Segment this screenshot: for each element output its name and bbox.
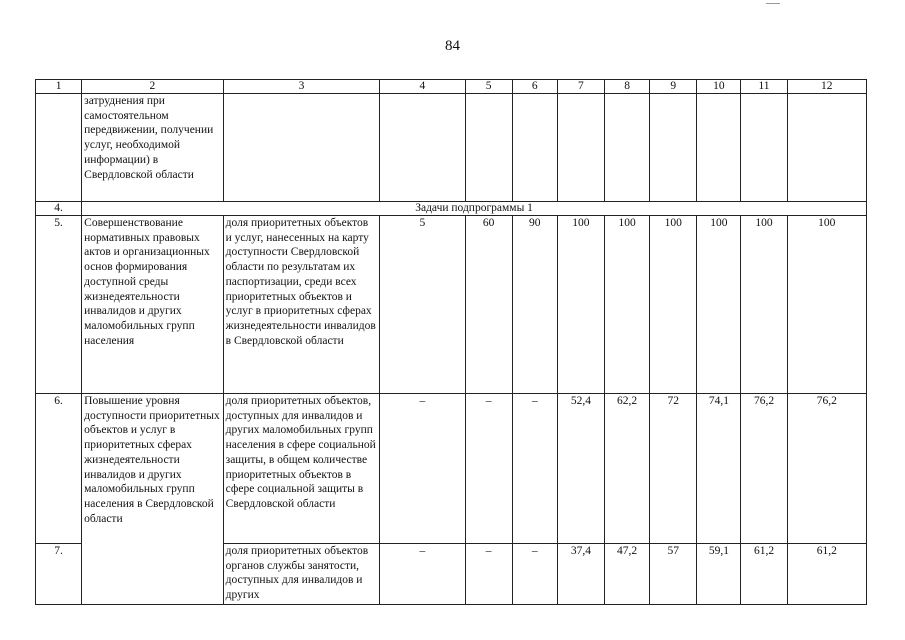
cell-value: –	[512, 544, 557, 605]
cell-goal: Повышение уровня доступности приоритетных объектов и услуг в приоритетных сферах жизнедеятельности инвалидов и других маломобильных групп населения в Свердловской области	[82, 394, 224, 605]
cell-value: 47,2	[604, 544, 649, 605]
table-row	[36, 394, 867, 544]
cell-value: 59,1	[697, 544, 741, 605]
cell-value: 100	[650, 216, 697, 394]
cell-empty	[697, 94, 741, 202]
cell-value: 5	[380, 216, 465, 394]
column-number-row	[36, 80, 867, 94]
cell-value: 60	[465, 216, 512, 394]
cell-goal: Совершенствование нормативных правовых актов и организационных основ формирования доступной среды жизнедеятельности инвалидов и других маломобильных групп населения	[82, 216, 224, 394]
cell-value: 52,4	[557, 394, 604, 544]
cell-value: 100	[787, 216, 866, 394]
cell-value: 100	[697, 216, 741, 394]
cell-value: 57	[650, 544, 697, 605]
cell-value: 62,2	[604, 394, 649, 544]
cell-value: 100	[741, 216, 787, 394]
cell-value: –	[380, 544, 465, 605]
cell-empty	[604, 94, 649, 202]
cell-value: 100	[604, 216, 649, 394]
cell-value: 72	[650, 394, 697, 544]
cell-value: –	[512, 394, 557, 544]
cell-value: 90	[512, 216, 557, 394]
column-header: 3	[223, 80, 380, 94]
cell-empty	[380, 94, 465, 202]
cell-value: –	[465, 544, 512, 605]
column-header: 2	[82, 80, 224, 94]
row-number: 5.	[36, 216, 82, 394]
column-header: 8	[604, 80, 649, 94]
section-row	[36, 202, 867, 216]
column-header: 12	[787, 80, 866, 94]
cell-empty	[787, 94, 866, 202]
cell-empty	[741, 94, 787, 202]
page-number: 84	[445, 38, 460, 54]
cell-value: 76,2	[741, 394, 787, 544]
row-number: 4.	[36, 202, 82, 216]
cell-goal-continued: затруднения при самостоятельном передвижении, получении услуг, необходимой информации) в Свердловской области	[82, 94, 224, 202]
column-header: 4	[380, 80, 465, 94]
cell-value: 76,2	[787, 394, 866, 544]
column-header: 11	[741, 80, 787, 94]
cell-empty	[650, 94, 697, 202]
section-title: Задачи подпрограммы 1	[82, 202, 867, 216]
table-row	[36, 216, 867, 394]
cell-indicator: доля приоритетных объектов, доступных для инвалидов и других маломобильных групп населения в сфере социальной защиты, в общем количестве приоритетных объектов в сфере социальной защиты в Свердловской области	[223, 394, 380, 544]
indicators-table	[35, 79, 867, 605]
column-header: 5	[465, 80, 512, 94]
row-number: 7.	[36, 544, 82, 605]
top-margin-mark	[766, 3, 780, 4]
cell-value: 37,4	[557, 544, 604, 605]
cell-indicator: доля приоритетных объектов органов службы занятости, доступных для инвалидов и других	[223, 544, 380, 605]
cell-indicator: доля приоритетных объектов и услуг, нанесенных на карту доступности Свердловской области по результатам их паспортизации, среди всех приоритетных объектов и услуг в приоритетных сферах жизнедеятельности инвалидов в Свердловской области	[223, 216, 380, 394]
table-row-continuation	[36, 94, 867, 202]
cell-empty	[36, 94, 82, 202]
cell-value: 61,2	[741, 544, 787, 605]
row-number: 6.	[36, 394, 82, 544]
cell-empty	[512, 94, 557, 202]
cell-empty	[465, 94, 512, 202]
cell-empty	[557, 94, 604, 202]
cell-value: –	[380, 394, 465, 544]
column-header: 7	[557, 80, 604, 94]
cell-empty	[223, 94, 380, 202]
column-header: 9	[650, 80, 697, 94]
cell-value: 100	[557, 216, 604, 394]
column-header: 10	[697, 80, 741, 94]
cell-value: –	[465, 394, 512, 544]
column-header: 6	[512, 80, 557, 94]
cell-value: 61,2	[787, 544, 866, 605]
cell-value: 74,1	[697, 394, 741, 544]
column-header: 1	[36, 80, 82, 94]
